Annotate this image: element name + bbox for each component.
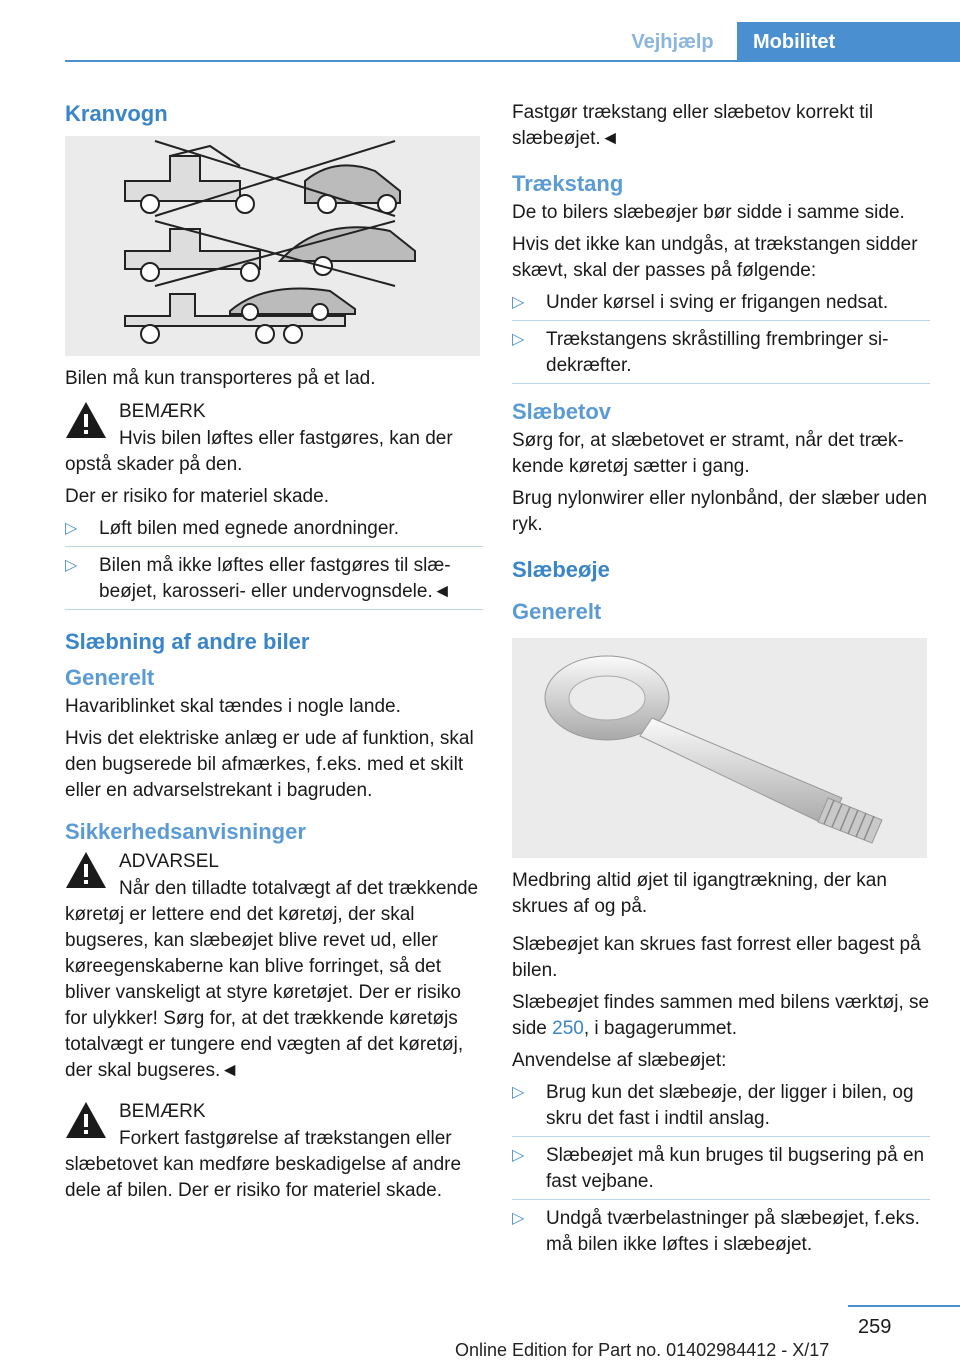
footer-rule — [848, 1305, 960, 1307]
tab-vejhjaelp[interactable]: Vejhjælp — [631, 31, 714, 53]
list-1 — [65, 516, 483, 610]
warning-triangle-icon — [65, 1100, 107, 1140]
right-column — [512, 100, 930, 1270]
tow-truck-illustration — [65, 136, 480, 356]
intro-text: Fastgør trækstang eller slæbetov korrekt til slæbeøjet.◄ — [512, 102, 874, 149]
page-link-250[interactable]: 250 — [552, 1018, 584, 1039]
page-number: 259 — [858, 1316, 892, 1338]
slaebning-heading: Slæbning af andre biler — [65, 629, 310, 654]
notice-2-title: BEMÆRK — [119, 1101, 206, 1122]
slaebetov-p2: Brug nylonwirer eller nylonbånd, der slæber uden ryk. — [512, 488, 928, 535]
triangle-bullet-icon: ▷ — [512, 1210, 525, 1227]
generelt-2-heading: Generelt — [512, 599, 602, 624]
triangle-bullet-icon: ▷ — [512, 1147, 525, 1164]
towing-eye-figure — [512, 638, 927, 858]
paragraph-c: Anvendelse af slæbeøjet: — [512, 1050, 727, 1071]
warning-box — [65, 848, 483, 1084]
paragraph-b: Slæbeøjet findes sammen med bilens værktøj, se side 250, i bagagerummet. — [512, 992, 930, 1039]
traekstang-heading: Trækstang — [512, 171, 624, 196]
slaebetov-heading: Slæbetov — [512, 399, 612, 424]
triangle-bullet-icon: ▷ — [65, 557, 78, 574]
list-item: ▷ Undgå tværbelastninger på slæbeøjet, f.eks. må bilen ikke løftes i slæbeøjet. — [512, 1208, 920, 1255]
traekstang-p1: De to bilers slæbeøjer bør sidde i samme side. — [512, 202, 905, 223]
list-3 — [512, 1080, 930, 1262]
generelt-p1: Havariblinket skal tændes i nogle lande. — [65, 696, 401, 717]
sikkerhed-heading: Sikkerhedsanvisninger — [65, 819, 306, 844]
notice-2-text: Forkert fastgørelse af trækstangen eller slæbetovet kan medføre beskadigelse af andre dele af bilen. Der er risiko for materiel skade. — [65, 1128, 462, 1201]
warning-title: ADVARSEL — [119, 851, 219, 872]
slaebetov-p1: Sørg for, at slæbetovet er stramt, når det trækkende køretøj sætter i gang. — [512, 430, 904, 477]
left-column — [65, 100, 483, 1210]
warning-triangle-icon — [65, 850, 107, 890]
list-item: ▷ Trækstangens skråstilling frembringer sidekræfter. — [512, 327, 930, 384]
kranvogn-heading: Kranvogn — [65, 101, 168, 126]
tow-truck-figure — [65, 136, 480, 356]
triangle-bullet-icon: ▷ — [512, 331, 525, 348]
list-item: ▷ Løft bilen med egnede anordninger. — [65, 516, 483, 547]
figure-caption: Medbring altid øjet til igangtrækning, der kan skrues af og på. — [512, 870, 887, 917]
warning-triangle-icon — [65, 400, 107, 440]
triangle-bullet-icon: ▷ — [65, 520, 78, 537]
risk-text-1: Der er risiko for materiel skade. — [65, 486, 329, 507]
triangle-bullet-icon: ▷ — [512, 1084, 525, 1101]
list-item: ▷ Bilen må ikke løftes eller fastgøres til slæbeøjet, karosseri- eller undervognsdele.◄ — [65, 553, 483, 610]
paragraph-a: Slæbeøjet kan skrues fast forrest eller bagest på bilen. — [512, 934, 921, 981]
warning-text: Når den tilladte totalvægt af det trækkende køretøj er lettere end det køretøj, der skal bugseres, kan slæbeøjet blive revet ud, eller køreegenskaberne kan blive forringet, så det bliver vanskeligt at styre køretøjet. Der er risiko for ulykker! Sørg for, at det trækkende køretøjs totalvægt er tungere end vægten af det køretøj, der skal bugseres.◄ — [65, 878, 479, 1081]
notice-box-2 — [65, 1098, 483, 1204]
traekstang-p2: Hvis det ikke kan undgås, at trækstangen sidder skævt, skal der passes på følgende: — [512, 234, 918, 281]
towing-eye-illustration — [512, 638, 927, 858]
generelt-p2: Hvis det elektriske anlæg er ude af funktion, skal den bugserede bil afmærkes, f.eks. med et skilt eller en advarselstrekant i bagruden. — [65, 728, 474, 801]
list-item: ▷ Slæbeøjet må kun bruges til bugsering på en fast vejbane. — [512, 1143, 930, 1200]
notice-box-1 — [65, 398, 483, 478]
triangle-bullet-icon: ▷ — [512, 294, 525, 311]
kranvogn-text: Bilen må kun transporteres på et lad. — [65, 368, 376, 389]
list-item: ▷ Brug kun det slæbeøje, der ligger i bilen, og skru det fast i indtil anslag. — [512, 1080, 930, 1137]
notice-1-title: BEMÆRK — [119, 401, 206, 422]
list-2 — [512, 290, 930, 384]
list-item: ▷ Under kørsel i sving er frigangen nedsat. — [512, 290, 930, 321]
edition-footer: Online Edition for Part no. 01402984412 - X/17 — [455, 1340, 830, 1360]
generelt-heading: Generelt — [65, 665, 155, 690]
slaebeoje-heading: Slæbeøje — [512, 557, 610, 582]
tab-mobilitet[interactable]: Mobilitet — [737, 22, 960, 62]
notice-1-text: Hvis bilen løftes eller fastgøres, kan der opstå skader på den. — [65, 428, 453, 475]
